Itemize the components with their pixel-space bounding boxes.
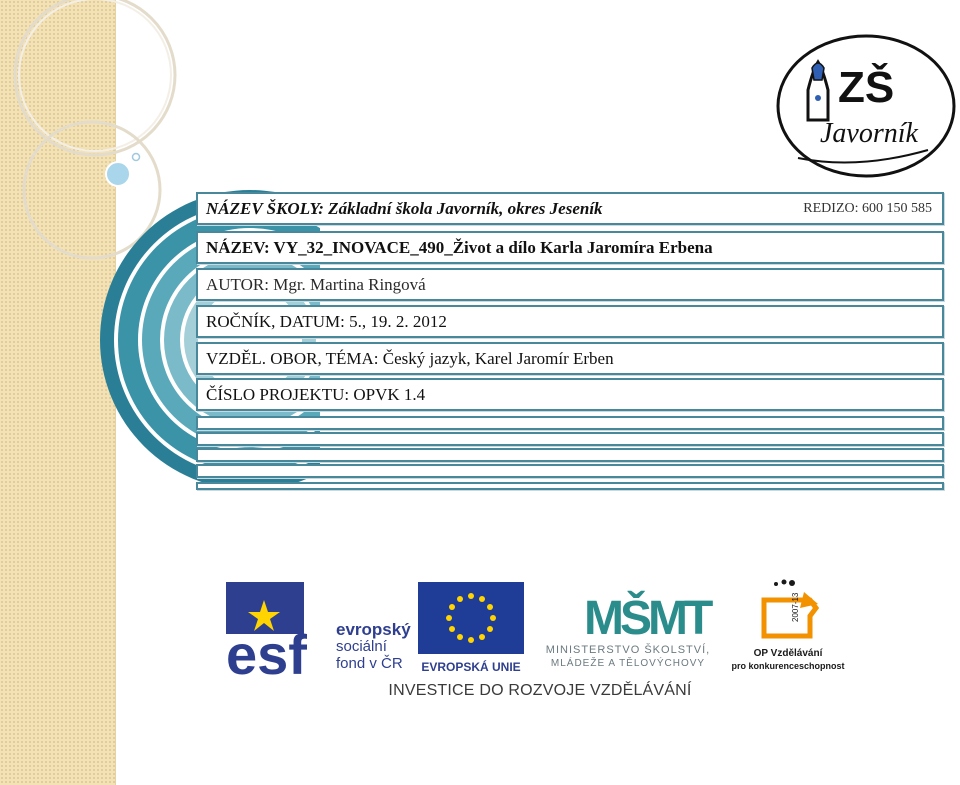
row-empty-2 xyxy=(196,432,944,446)
eu-label: EVROPSKÁ UNIE xyxy=(421,660,521,674)
row-cislo xyxy=(196,378,944,411)
rocnik-text: ROČNÍK, DATUM: 5., 19. 2. 2012 xyxy=(206,311,447,331)
msmt-line1: MINISTERSTVO ŠKOLSTVÍ, xyxy=(545,644,711,656)
eu-flag-icon xyxy=(418,582,524,654)
eu-funding-logos xyxy=(220,578,860,708)
msmt-mark: MŠMT xyxy=(584,592,710,640)
row-rocnik xyxy=(196,305,944,338)
op-line2: pro konkurenceschopnost xyxy=(731,661,845,671)
school-logo-zs: ZŠ xyxy=(838,63,895,112)
esf-line3: fond v ČR xyxy=(336,655,403,672)
row-autor xyxy=(196,268,944,301)
row-empty-3 xyxy=(196,448,944,462)
op-line1: OP Vzdělávání xyxy=(753,648,823,659)
nazev-text: NÁZEV: VY_32_INOVACE_490_Život a dílo Karla Jaromíra Erbena xyxy=(206,237,713,257)
bell-icon xyxy=(812,63,824,80)
school-name-text: NÁZEV ŠKOLY: Základní škola Javorník, okres Jeseník xyxy=(206,198,603,218)
op-vzdelavani-logo xyxy=(726,578,850,678)
esf-line1: evropský xyxy=(336,620,411,639)
row-empty-5 xyxy=(196,482,944,490)
esf-big-text: esf xyxy=(226,623,307,678)
redizo-text: REDIZO: 600 150 585 xyxy=(803,200,932,216)
row-empty-4 xyxy=(196,464,944,478)
investice-tagline: INVESTICE DO ROZVOJE VZDĚLÁVÁNÍ xyxy=(388,682,692,699)
msmt-logo xyxy=(536,578,720,678)
msmt-line2: MLÁDEŽE A TĚLOVÝCHOVY xyxy=(550,658,706,669)
vzdel-text: VZDĚL. OBOR, TÉMA: Český jazyk, Karel Jaromír Erben xyxy=(206,348,614,368)
esf-line2: sociální xyxy=(336,638,387,655)
eu-logo xyxy=(418,582,526,678)
cislo-text: ČÍSLO PROJEKTU: OPVK 1.4 xyxy=(206,384,426,404)
autor-text: AUTOR: Mgr. Martina Ringová xyxy=(206,274,426,294)
row-nazev xyxy=(196,231,944,264)
school-logo-javornik: Javorník xyxy=(820,118,918,149)
op-years: 2007-13 xyxy=(791,592,800,622)
row-vzdel xyxy=(196,342,944,375)
row-school xyxy=(196,192,944,225)
school-logo xyxy=(768,30,960,180)
esf-logo xyxy=(226,582,431,678)
row-empty-1 xyxy=(196,416,944,430)
